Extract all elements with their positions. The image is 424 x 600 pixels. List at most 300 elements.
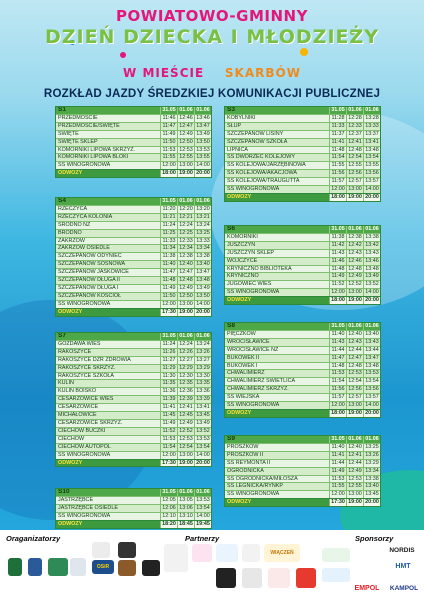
date-header: 31.05	[329, 323, 346, 330]
stop-name: KULIN	[58, 380, 74, 387]
line-id: S9	[227, 436, 235, 442]
departure-time: 11:41	[329, 139, 346, 146]
table-row	[56, 372, 211, 380]
stop-name: JUGOWIEC WIEŚ	[227, 281, 272, 288]
event-title-line3	[0, 66, 424, 80]
departure-time: 13:49	[194, 420, 211, 427]
stop-name: ŚŚ WINOGRONOWA	[227, 402, 280, 409]
departure-time: 12:46	[177, 115, 194, 122]
departure-time: 12:53	[346, 476, 363, 483]
departure-time: 11:55	[329, 483, 346, 490]
partner-logo	[216, 568, 236, 588]
stop-name: OGRODNICKA	[227, 467, 264, 474]
departure-time: 12:00	[329, 491, 346, 498]
departure-time: 13:50	[194, 293, 211, 300]
departure-time: 13:24	[194, 222, 211, 229]
table-row	[56, 451, 211, 459]
departure-time: 13:06	[177, 505, 194, 512]
partner-logo	[242, 544, 260, 562]
table-row	[225, 443, 380, 451]
table-row	[56, 138, 211, 146]
organizer-logo	[142, 560, 160, 576]
departure-time: 12:00	[160, 301, 177, 308]
departure-time: 11:20	[160, 206, 177, 213]
stop-name: RAKOSZYCE SZKOŁA	[58, 372, 115, 379]
departure-time: 12:49	[177, 420, 194, 427]
stop-name: ZAKRZÓW OSIEDLE	[58, 245, 110, 252]
departure-time: 11:54	[329, 378, 346, 385]
departure-time: 13:10	[177, 513, 194, 520]
departure-time: 12:49	[346, 468, 363, 475]
partner-logo	[296, 568, 316, 588]
departure-time: 11:48	[329, 147, 346, 154]
table-row	[225, 330, 380, 338]
stop-name: JASTRZĘBCE OSIEDLE	[58, 504, 118, 511]
departure-time: 11:45	[160, 412, 177, 419]
departure-time: 12:24	[177, 222, 194, 229]
return-time: 19:00	[177, 309, 194, 316]
departure-time: 12:33	[177, 238, 194, 245]
departure-time: 13:00	[346, 186, 363, 193]
return-time: 18:00	[329, 194, 346, 201]
return-label: ODWOZY	[58, 459, 83, 466]
departure-time: 14:00	[363, 289, 380, 296]
departure-time: 13:00	[177, 162, 194, 169]
departure-time: 12:49	[346, 273, 363, 280]
date-header: 31.05	[160, 198, 177, 205]
departure-time: 12:41	[177, 404, 194, 411]
departure-time: 13:49	[194, 131, 211, 138]
return-time: 19:00	[177, 170, 194, 177]
stop-name: BUKÓWEK II	[227, 354, 260, 361]
timetable-s6	[224, 225, 381, 305]
timetable-s9	[224, 435, 381, 507]
timetable-header	[56, 107, 211, 114]
table-row	[225, 288, 380, 296]
departure-time: 13:00	[346, 289, 363, 296]
stop-name: ŚŚ OGRODNICKA/MIŁOSZA	[227, 475, 298, 482]
departure-time: 12:57	[346, 178, 363, 185]
return-row	[225, 193, 380, 201]
departure-time: 11:36	[160, 388, 177, 395]
departure-time: 11:42	[329, 242, 346, 249]
departure-time: 12:53	[177, 147, 194, 154]
departure-time: 12:38	[346, 234, 363, 241]
departure-time: 12:06	[160, 505, 177, 512]
departure-time: 12:53	[177, 436, 194, 443]
stop-name: PROSZKÓW	[227, 443, 259, 450]
stop-name: ŚŚ WINOGRONOWA	[58, 300, 111, 307]
stop-name: ŚŚ WINOGRONOWA	[58, 512, 111, 519]
departure-time: 11:55	[160, 154, 177, 161]
stop-name: BUKÓWEK I	[227, 362, 258, 369]
stop-name: ŚŚ KOLEJOWA/JARZĘBINOWA	[227, 162, 306, 169]
wiaczen-logo: WIĄCZEŃ	[264, 544, 300, 562]
table-row	[225, 475, 380, 483]
timetable-header	[56, 333, 211, 340]
table-row	[225, 490, 380, 498]
departure-time: 12:48	[346, 363, 363, 370]
departure-time: 12:50	[177, 293, 194, 300]
departure-time: 11:57	[329, 178, 346, 185]
return-time: 20:00	[363, 410, 380, 417]
stop-name: KOMORNIKI	[227, 233, 258, 240]
event-title-line3b: SKARBÓW	[224, 66, 301, 80]
departure-time: 12:39	[177, 396, 194, 403]
departure-time: 12:47	[177, 123, 194, 130]
stop-name: CIECHÓW	[58, 435, 85, 442]
table-row	[225, 153, 380, 161]
event-title-line3a: W MIEŚCIE	[123, 66, 205, 80]
table-row	[225, 177, 380, 185]
departure-time: 12:21	[177, 214, 194, 221]
table-row	[56, 276, 211, 284]
return-label: ODWOZY	[58, 308, 83, 315]
table-row	[56, 443, 211, 451]
return-time: 17:30	[329, 499, 346, 506]
osir-logo: OSiR	[92, 560, 114, 574]
table-row	[56, 340, 211, 348]
table-row	[56, 300, 211, 308]
departure-time: 11:26	[160, 349, 177, 356]
stop-name: ŚŚ KOLEJOWA/TRAUGUTTA	[227, 178, 300, 185]
departure-time: 11:48	[329, 266, 346, 273]
departure-time: 12:55	[177, 154, 194, 161]
departure-time: 12:24	[177, 341, 194, 348]
departure-time: 11:50	[160, 293, 177, 300]
departure-time: 12:49	[177, 131, 194, 138]
date-header: 31.05	[329, 107, 346, 114]
table-row	[56, 244, 211, 252]
departure-time: 12:44	[346, 460, 363, 467]
return-label: ODWOZY	[227, 193, 252, 200]
organizer-logo	[118, 542, 136, 558]
departure-time: 12:26	[177, 349, 194, 356]
departure-time: 13:00	[346, 402, 363, 409]
stop-name: SZCZEPANÓW LISINY	[227, 130, 284, 137]
event-title-line1: POWIATOWO-GMINNY	[116, 7, 308, 25]
departure-time: 13:25	[363, 444, 380, 451]
departure-time: 13:41	[194, 404, 211, 411]
stop-name: PIĘCZKÓW	[227, 330, 256, 337]
departure-time: 11:53	[160, 436, 177, 443]
table-row	[56, 504, 211, 512]
stop-name: JASTRZĘBCE	[58, 496, 94, 503]
table-row	[56, 496, 211, 504]
table-row	[225, 354, 380, 362]
departure-time: 14:00	[194, 452, 211, 459]
departure-time: 11:25	[160, 230, 177, 237]
departure-time: 12:55	[346, 483, 363, 490]
departure-time: 11:49	[160, 420, 177, 427]
table-row	[225, 161, 380, 169]
departure-time: 11:48	[329, 363, 346, 370]
stop-name: SZCZEPANÓW SZKOŁA	[227, 138, 288, 145]
stop-name: GOZDAWA WIEŚ	[58, 340, 101, 347]
timetable-s10	[55, 488, 212, 529]
date-header: 01.06	[194, 333, 211, 340]
departure-time: 11:48	[160, 277, 177, 284]
table-row	[225, 233, 380, 241]
departure-time: 12:00	[160, 452, 177, 459]
departure-time: 13:45	[194, 412, 211, 419]
return-time: 19:45	[194, 521, 211, 528]
departure-time: 11:44	[329, 460, 346, 467]
table-row	[225, 401, 380, 409]
departure-time: 12:52	[346, 281, 363, 288]
timetable-s4	[55, 197, 212, 317]
departure-time: 12:33	[346, 123, 363, 130]
departure-time: 14:00	[363, 186, 380, 193]
stop-name: JUSZCZYN	[227, 241, 256, 248]
line-id: S4	[58, 198, 66, 204]
stop-name: KRYNICZNO BIBLIOTEKA	[227, 265, 292, 272]
departure-time: 13:53	[194, 147, 211, 154]
departure-time: 12:35	[177, 380, 194, 387]
stop-name: WOJCZYCE	[227, 257, 258, 264]
date-header: 01.06	[177, 489, 194, 496]
table-row	[225, 280, 380, 288]
organizer-crest-logo	[28, 558, 42, 576]
stop-name: MICHAŁOWICE	[58, 412, 97, 419]
stop-name: CHWALIMIERZ SKRZYŻ.	[227, 386, 289, 393]
departure-time: 11:24	[160, 222, 177, 229]
departure-time: 12:54	[346, 154, 363, 161]
stop-name: JUSZCZYN SKLEP	[227, 249, 275, 256]
table-row	[56, 114, 211, 122]
departure-time: 11:46	[329, 258, 346, 265]
timetable-header	[225, 436, 380, 443]
departure-time: 12:00	[160, 162, 177, 169]
departure-time: 11:40	[329, 444, 346, 451]
return-time: 19:00	[346, 410, 363, 417]
partner-logo	[164, 544, 188, 572]
departure-time: 12:25	[177, 230, 194, 237]
departure-time: 12:40	[346, 331, 363, 338]
return-row	[225, 296, 380, 304]
departure-time: 11:52	[160, 428, 177, 435]
partner-logo	[216, 544, 238, 562]
sponsor-logo	[322, 568, 350, 582]
departure-time: 11:29	[160, 365, 177, 372]
stop-name: SZCZEPANÓW DŁUGA II	[58, 277, 120, 284]
departure-time: 13:24	[194, 341, 211, 348]
departure-time: 12:10	[160, 513, 177, 520]
table-row	[225, 338, 380, 346]
departure-time: 11:55	[329, 162, 346, 169]
stop-name: ŚŚ WINOGRONOWA	[227, 491, 280, 498]
departure-time: 12:29	[177, 365, 194, 372]
timetable-s7	[55, 332, 212, 467]
departure-time: 13:38	[194, 253, 211, 260]
timetable-header	[225, 226, 380, 233]
departure-time: 12:36	[177, 388, 194, 395]
table-row	[56, 411, 211, 419]
departure-time: 13:46	[363, 258, 380, 265]
departure-time: 11:28	[329, 115, 346, 122]
line-id: S8	[227, 323, 235, 329]
stop-name: WROCISŁAWICE	[227, 338, 270, 345]
departure-time: 12:00	[329, 402, 346, 409]
table-row	[56, 252, 211, 260]
return-time: 19:00	[346, 499, 363, 506]
nordis-logo: NORDIS	[384, 544, 420, 556]
timetable-s1	[55, 106, 212, 178]
departure-time: 11:41	[160, 404, 177, 411]
table-row	[56, 387, 211, 395]
departure-time: 13:53	[194, 436, 211, 443]
return-time: 19:00	[346, 297, 363, 304]
table-row	[56, 260, 211, 268]
departure-time: 12:05	[160, 497, 177, 504]
return-time: 20:00	[363, 194, 380, 201]
date-header: 31.05	[160, 107, 177, 114]
stop-name: ŚŚ WINOGRONOWA	[58, 162, 111, 169]
organizer-logo	[70, 558, 86, 576]
departure-time: 11:34	[160, 245, 177, 252]
date-header: 01.06	[194, 489, 211, 496]
departure-time: 11:54	[160, 444, 177, 451]
departure-time: 14:00	[194, 162, 211, 169]
departure-time: 13:05	[177, 497, 194, 504]
departure-time: 11:33	[160, 238, 177, 245]
return-time: 20:00	[194, 309, 211, 316]
date-header: 01.06	[346, 226, 363, 233]
empol-logo: EMPOL	[352, 582, 382, 594]
departure-time: 12:46	[346, 258, 363, 265]
date-header: 31.05	[160, 333, 177, 340]
departure-time: 13:40	[363, 331, 380, 338]
departure-time: 11:56	[329, 170, 346, 177]
stop-name: ŚWIĘTE SKLEP	[58, 138, 98, 145]
stop-name: ŚŚ REYMONTA II	[227, 459, 271, 466]
stop-name: PROSZKÓW II	[227, 451, 263, 458]
departure-time: 12:30	[177, 373, 194, 380]
stop-name: RZECZYCA KOLONIA	[58, 213, 113, 220]
departure-time: 13:54	[363, 378, 380, 385]
sponsors-label: Sponsorzy	[355, 534, 394, 543]
departure-time: 13:40	[363, 483, 380, 490]
departure-time: 13:37	[363, 131, 380, 138]
departure-time: 13:00	[177, 301, 194, 308]
stop-name: CIECHÓW BUCZKI	[58, 427, 106, 434]
sponsor-logo	[322, 548, 350, 562]
stop-name: ŚŚ KOLEJOWA/AKACJOWA	[227, 170, 297, 177]
departure-time: 11:27	[160, 357, 177, 364]
departure-time: 13:56	[363, 386, 380, 393]
departure-time: 11:54	[329, 154, 346, 161]
return-time: 20:00	[194, 460, 211, 467]
date-header: 01.06	[363, 323, 380, 330]
table-row	[56, 512, 211, 520]
departure-time: 13:36	[194, 388, 211, 395]
departure-time: 12:45	[177, 412, 194, 419]
departure-time: 13:33	[363, 123, 380, 130]
line-id: S1	[58, 107, 66, 113]
table-row	[225, 241, 380, 249]
departure-time: 13:55	[194, 154, 211, 161]
departure-time: 13:00	[346, 491, 363, 498]
line-id: S7	[58, 333, 66, 339]
stop-name: KULIN BOISKO	[58, 388, 97, 395]
return-row	[56, 459, 211, 467]
stop-name: RAKOSZYCE DZR ZDROWIA	[58, 356, 131, 363]
departure-time: 13:53	[363, 370, 380, 377]
departure-time: 11:38	[160, 253, 177, 260]
table-row	[56, 427, 211, 435]
table-row	[225, 138, 380, 146]
departure-time: 13:20	[194, 206, 211, 213]
table-row	[225, 393, 380, 401]
date-header: 01.06	[194, 107, 211, 114]
stop-name: LIPNICA	[227, 146, 248, 153]
departure-time: 13:29	[363, 460, 380, 467]
stop-name: SZCZEPANÓW SOSNOWA	[58, 261, 126, 268]
table-row	[225, 467, 380, 475]
departure-time: 12:44	[346, 347, 363, 354]
partner-logo	[192, 544, 212, 562]
stop-name: KRYNICZNO	[227, 273, 259, 280]
departure-time: 11:49	[160, 131, 177, 138]
date-header: 01.06	[177, 333, 194, 340]
date-header: 01.06	[194, 198, 211, 205]
departure-time: 12:52	[177, 428, 194, 435]
date-header: 31.05	[329, 226, 346, 233]
table-row	[56, 364, 211, 372]
departure-time: 12:49	[177, 285, 194, 292]
return-time: 20:00	[363, 499, 380, 506]
table-row	[225, 169, 380, 177]
table-row	[225, 114, 380, 122]
table-row	[225, 185, 380, 193]
table-row	[56, 153, 211, 161]
departure-time: 13:47	[194, 123, 211, 130]
stop-name: RAKOSZYCE SKRZYŻ.	[58, 364, 116, 371]
departure-time: 13:49	[194, 285, 211, 292]
departure-time: 14:00	[194, 301, 211, 308]
departure-time: 13:52	[194, 428, 211, 435]
departure-time: 12:54	[346, 378, 363, 385]
table-row	[225, 122, 380, 130]
departure-time: 11:49	[160, 285, 177, 292]
departure-time: 12:56	[346, 386, 363, 393]
departure-time: 12:47	[346, 355, 363, 362]
timetable-header	[56, 489, 211, 496]
table-row	[56, 395, 211, 403]
table-row	[56, 356, 211, 364]
departure-time: 13:48	[363, 266, 380, 273]
departure-time: 11:24	[160, 341, 177, 348]
departure-time: 12:47	[177, 269, 194, 276]
line-id: S6	[227, 226, 235, 232]
departure-time: 11:53	[329, 476, 346, 483]
departure-time: 11:37	[329, 131, 346, 138]
departure-time: 11:35	[160, 380, 177, 387]
departure-time: 11:52	[329, 281, 346, 288]
departure-time: 13:27	[194, 357, 211, 364]
departure-time: 11:44	[329, 347, 346, 354]
organizer-logo	[48, 558, 68, 576]
departure-time: 13:35	[194, 380, 211, 387]
departure-time: 11:57	[329, 394, 346, 401]
table-row	[225, 346, 380, 354]
date-header: 01.06	[177, 107, 194, 114]
stop-name: SZCZEPANÓW KOŚCIÓŁ	[58, 292, 122, 299]
table-row	[225, 272, 380, 280]
departure-time: 13:33	[194, 238, 211, 245]
departure-time: 13:34	[194, 245, 211, 252]
departure-time: 11:30	[160, 373, 177, 380]
